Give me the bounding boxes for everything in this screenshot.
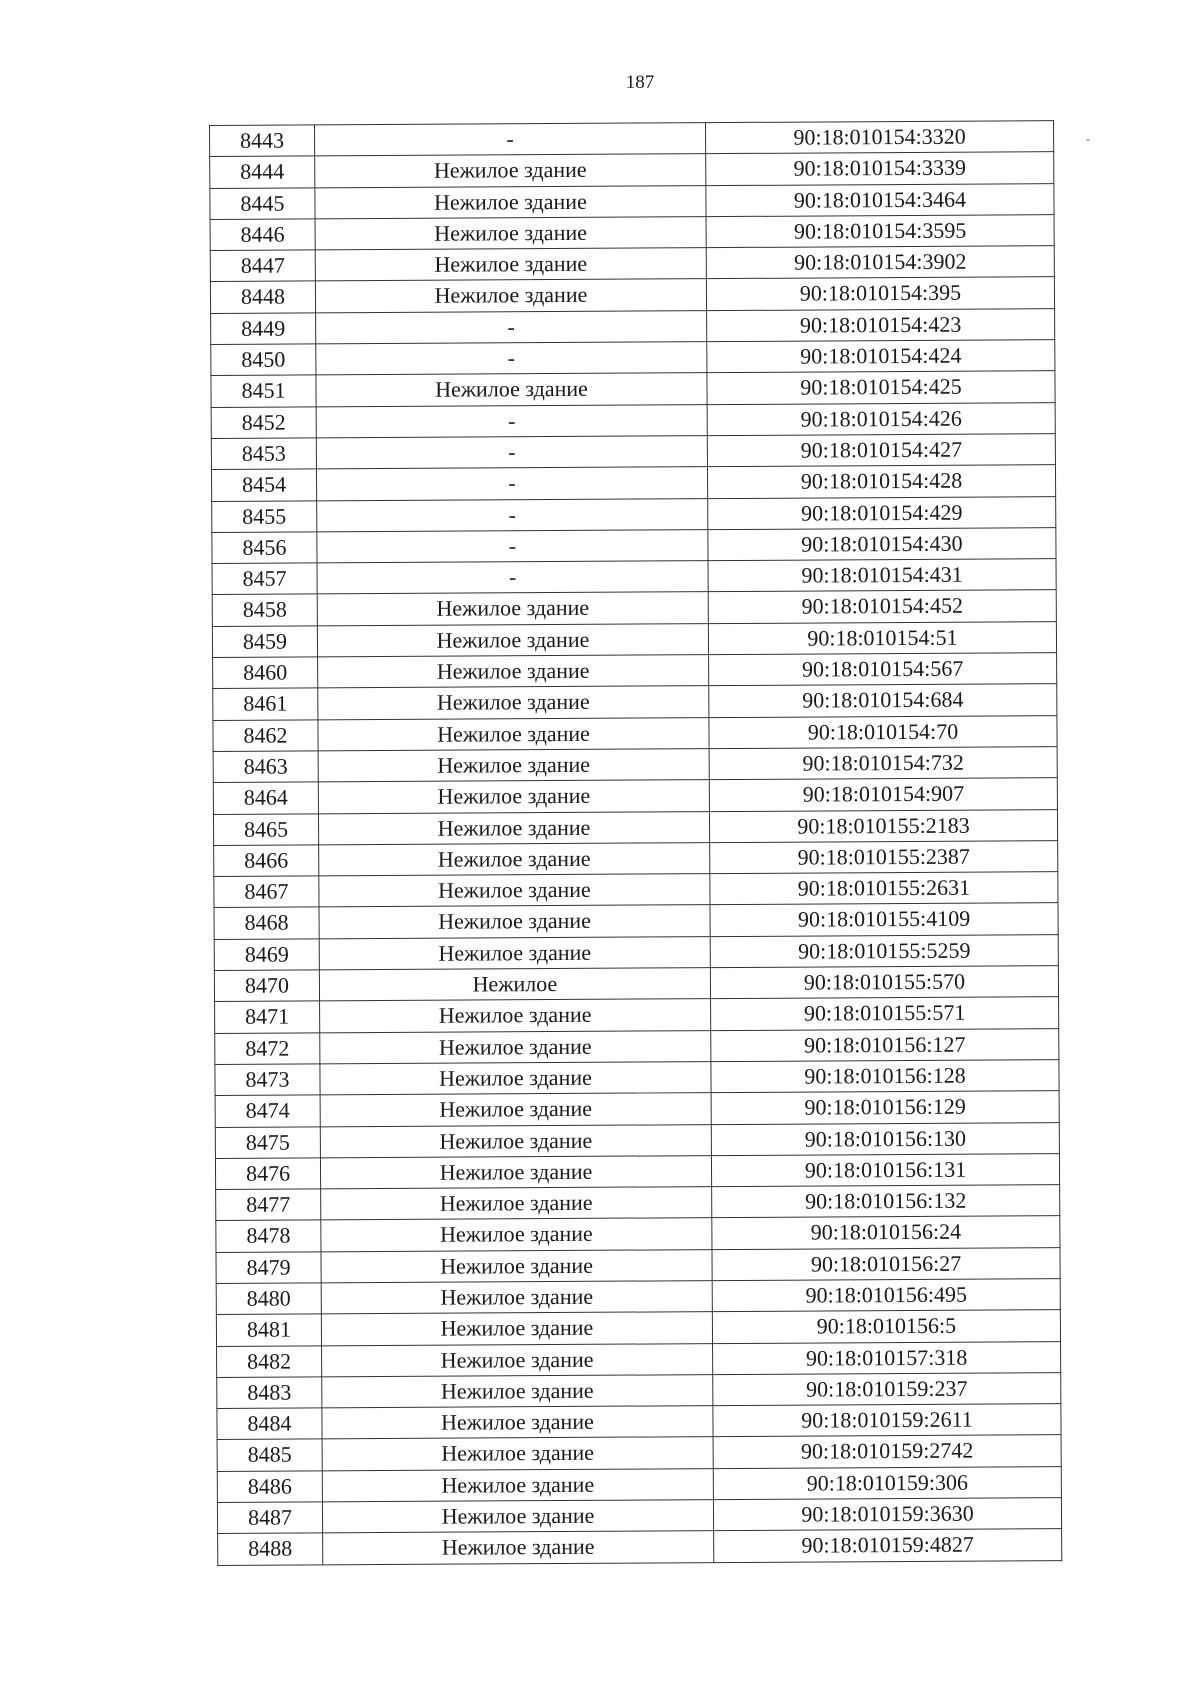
cadastral-number-cell: 90:18:010154:567 — [709, 653, 1057, 686]
cadastral-number-cell: 90:18:010157:318 — [713, 1341, 1061, 1374]
table-row — [217, 1341, 1061, 1377]
cadastral-number-cell: 90:18:010155:2631 — [710, 872, 1058, 905]
object-name-cell: Нежилое здание — [321, 1249, 712, 1283]
object-name-cell: Нежилое здание — [315, 248, 706, 282]
table-row — [211, 465, 1055, 501]
object-name-cell: - — [316, 467, 707, 501]
cadastral-number-cell: 90:18:010154:425 — [707, 371, 1055, 404]
row-number-cell: 8482 — [217, 1345, 322, 1377]
table-row — [210, 183, 1054, 219]
cadastral-number-cell: 90:18:010156:127 — [711, 1028, 1059, 1061]
row-number-cell: 8472 — [215, 1032, 320, 1064]
row-number-cell: 8467 — [214, 876, 319, 908]
cadastral-number-cell: 90:18:010154:684 — [709, 684, 1057, 717]
object-name-cell: Нежилое здание — [322, 1374, 713, 1408]
row-number-cell: 8479 — [216, 1252, 321, 1284]
object-name-cell: Нежилое здание — [322, 1500, 713, 1534]
table-row — [211, 340, 1055, 376]
cadastral-number-cell: 90:18:010159:2611 — [713, 1404, 1061, 1437]
row-number-cell: 8476 — [215, 1158, 320, 1190]
object-name-cell: Нежилое здание — [317, 623, 708, 657]
cadastral-number-cell: 90:18:010154:426 — [707, 402, 1055, 435]
cadastral-number-cell: 90:18:010159:4827 — [714, 1529, 1062, 1562]
cadastral-number-cell: 90:18:010155:2387 — [710, 840, 1058, 873]
row-number-cell: 8463 — [213, 751, 318, 783]
table-row — [210, 277, 1054, 313]
object-name-cell: Нежилое здание — [317, 592, 708, 626]
cadastral-number-cell: 90:18:010154:70 — [709, 715, 1057, 748]
row-number-cell: 8459 — [212, 626, 317, 658]
row-number-cell: 8470 — [214, 970, 319, 1002]
table-row — [215, 997, 1059, 1033]
cadastral-number-cell: 90:18:010155:4109 — [710, 903, 1058, 936]
object-name-cell: - — [316, 310, 707, 344]
table-row — [210, 152, 1054, 188]
cadastral-number-cell: 90:18:010154:3320 — [705, 121, 1053, 154]
row-number-cell: 8486 — [217, 1471, 322, 1503]
row-number-cell: 8465 — [213, 813, 318, 845]
object-name-cell: Нежилое здание — [320, 1124, 711, 1158]
object-name-cell: - — [316, 436, 707, 470]
object-name-cell: Нежилое здание — [321, 1312, 712, 1346]
table-row — [217, 1435, 1061, 1471]
table-row — [216, 1279, 1060, 1315]
table-row — [214, 934, 1058, 970]
object-name-cell: Нежилое здание — [320, 1062, 711, 1096]
row-number-cell: 8477 — [216, 1189, 321, 1221]
row-number-cell: 8474 — [215, 1095, 320, 1127]
row-number-cell: 8475 — [215, 1126, 320, 1158]
cadastral-number-cell: 90:18:010154:424 — [707, 340, 1055, 373]
table-row — [215, 1153, 1059, 1189]
object-name-cell: - — [317, 529, 708, 563]
object-name-cell: - — [316, 404, 707, 438]
table-row — [211, 402, 1055, 438]
table-row — [216, 1247, 1060, 1283]
row-number-cell: 8443 — [210, 125, 315, 157]
cadastral-number-cell: 90:18:010156:495 — [712, 1279, 1060, 1312]
cadastral-number-cell: 90:18:010159:2742 — [713, 1435, 1061, 1468]
object-name-cell: Нежилое здание — [322, 1406, 713, 1440]
table-row — [216, 1310, 1060, 1346]
cadastral-number-cell: 90:18:010154:3339 — [706, 152, 1054, 185]
scan-speck — [1086, 139, 1090, 141]
row-number-cell: 8456 — [212, 532, 317, 564]
object-name-cell: Нежилое здание — [321, 1187, 712, 1221]
table-row — [216, 1185, 1060, 1221]
row-number-cell: 8445 — [210, 187, 315, 219]
cadastral-number-cell: 90:18:010154:429 — [708, 496, 1056, 529]
table-row — [211, 308, 1055, 344]
object-name-cell: Нежилое здание — [318, 811, 709, 845]
object-name-cell: Нежилое здание — [320, 999, 711, 1033]
row-number-cell: 8457 — [212, 563, 317, 595]
table-row — [217, 1372, 1061, 1408]
table-row — [210, 121, 1054, 157]
table-row — [212, 559, 1056, 595]
row-number-cell: 8485 — [217, 1439, 322, 1471]
table-row — [218, 1529, 1062, 1565]
cadastral-number-cell: 90:18:010154:3902 — [706, 246, 1054, 279]
table-row — [214, 966, 1058, 1002]
cadastral-number-cell: 90:18:010154:51 — [708, 621, 1056, 654]
object-name-cell: Нежилое здание — [320, 1155, 711, 1189]
table-row — [215, 1060, 1059, 1096]
row-number-cell: 8462 — [213, 720, 318, 752]
object-name-cell: Нежилое здание — [322, 1437, 713, 1471]
object-name-cell: Нежилое здание — [319, 936, 710, 970]
cadastral-number-cell: 90:18:010154:430 — [708, 527, 1056, 560]
object-name-cell: Нежилое здание — [321, 1218, 712, 1252]
row-number-cell: 8458 — [212, 594, 317, 626]
row-number-cell: 8473 — [215, 1064, 320, 1096]
object-name-cell: Нежилое здание — [315, 217, 706, 251]
object-name-cell: Нежилое — [319, 968, 710, 1002]
table-row — [216, 1216, 1060, 1252]
table-row — [217, 1498, 1061, 1534]
cadastral-number-cell: 90:18:010156:128 — [711, 1060, 1059, 1093]
row-number-cell: 8455 — [212, 500, 317, 532]
row-number-cell: 8478 — [216, 1220, 321, 1252]
table-row — [212, 527, 1056, 563]
table-row — [214, 903, 1058, 939]
table-row — [210, 246, 1054, 282]
cadastral-number-cell: 90:18:010154:452 — [708, 590, 1056, 623]
cadastral-number-cell: 90:18:010156:131 — [711, 1153, 1059, 1186]
cadastral-number-cell: 90:18:010154:427 — [707, 434, 1055, 467]
table-row — [217, 1466, 1061, 1502]
cadastral-number-cell: 90:18:010156:5 — [712, 1310, 1060, 1343]
cadastral-number-cell: 90:18:010156:27 — [712, 1247, 1060, 1280]
object-name-cell: Нежилое здание — [320, 1093, 711, 1127]
object-name-cell: - — [317, 498, 708, 532]
cadastral-number-cell: 90:18:010154:428 — [707, 465, 1055, 498]
row-number-cell: 8480 — [216, 1283, 321, 1315]
cadastral-number-cell: 90:18:010154:732 — [709, 747, 1057, 780]
object-name-cell: Нежилое здание — [315, 185, 706, 219]
cadastral-number-cell: 90:18:010154:3595 — [706, 215, 1054, 248]
cadastral-number-cell: 90:18:010156:129 — [711, 1091, 1059, 1124]
object-name-cell: Нежилое здание — [322, 1343, 713, 1377]
row-number-cell: 8468 — [214, 907, 319, 939]
row-number-cell: 8453 — [211, 438, 316, 470]
table-row — [212, 590, 1056, 626]
table-row — [215, 1028, 1059, 1064]
table-row — [213, 809, 1057, 845]
object-name-cell: Нежилое здание — [318, 749, 709, 783]
object-name-cell: Нежилое здание — [319, 842, 710, 876]
table-row — [213, 747, 1057, 783]
table-row — [213, 653, 1057, 689]
row-number-cell: 8471 — [215, 1001, 320, 1033]
table-row — [215, 1091, 1059, 1127]
row-number-cell: 8466 — [214, 845, 319, 877]
object-name-cell: Нежилое здание — [316, 373, 707, 407]
row-number-cell: 8469 — [214, 939, 319, 971]
object-name-cell: - — [317, 561, 708, 595]
table-row — [211, 371, 1055, 407]
table-row — [213, 715, 1057, 751]
row-number-cell: 8452 — [211, 407, 316, 439]
row-number-cell: 8454 — [211, 469, 316, 501]
row-number-cell: 8484 — [217, 1408, 322, 1440]
object-name-cell: Нежилое здание — [321, 1281, 712, 1315]
object-name-cell: Нежилое здание — [323, 1531, 714, 1565]
cadastral-number-cell: 90:18:010154:423 — [707, 308, 1055, 341]
row-number-cell: 8451 — [211, 375, 316, 407]
cadastral-number-cell: 90:18:010159:237 — [713, 1372, 1061, 1405]
object-name-cell: - — [315, 123, 706, 157]
row-number-cell: 8444 — [210, 156, 315, 188]
cadastral-number-cell: 90:18:010154:395 — [706, 277, 1054, 310]
cadastral-number-cell: 90:18:010156:24 — [712, 1216, 1060, 1249]
table-row — [213, 778, 1057, 814]
table-row — [215, 1122, 1059, 1158]
cadastral-number-cell: 90:18:010154:3464 — [706, 183, 1054, 216]
object-name-cell: Нежилое здание — [319, 905, 710, 939]
table-row — [217, 1404, 1061, 1440]
cadastral-number-cell: 90:18:010155:5259 — [710, 934, 1058, 967]
page-number: 187 — [625, 72, 655, 93]
row-number-cell: 8481 — [216, 1314, 321, 1346]
cadastral-number-cell: 90:18:010159:3630 — [713, 1498, 1061, 1531]
table-row — [211, 434, 1055, 470]
object-name-cell: Нежилое здание — [320, 1030, 711, 1064]
cadastral-number-cell: 90:18:010156:130 — [711, 1122, 1059, 1155]
cadastral-number-cell: 90:18:010156:132 — [712, 1185, 1060, 1218]
row-number-cell: 8464 — [213, 782, 318, 814]
row-number-cell: 8447 — [210, 250, 315, 282]
object-name-cell: - — [316, 342, 707, 376]
object-name-cell: Нежилое здание — [315, 154, 706, 188]
row-number-cell: 8483 — [217, 1377, 322, 1409]
object-name-cell: Нежилое здание — [318, 655, 709, 689]
cadastral-number-cell: 90:18:010155:571 — [711, 997, 1059, 1030]
row-number-cell: 8460 — [213, 657, 318, 689]
table-row — [210, 215, 1054, 251]
cadastral-number-cell: 90:18:010159:306 — [713, 1466, 1061, 1499]
table-row — [213, 684, 1057, 720]
row-number-cell: 8488 — [218, 1533, 323, 1565]
cadastral-number-cell: 90:18:010155:570 — [710, 966, 1058, 999]
row-number-cell: 8449 — [211, 313, 316, 345]
object-name-cell: Нежилое здание — [322, 1468, 713, 1502]
row-number-cell: 8487 — [217, 1502, 322, 1534]
table-row — [212, 621, 1056, 657]
row-number-cell: 8450 — [211, 344, 316, 376]
object-name-cell: Нежилое здание — [318, 717, 709, 751]
object-name-cell: Нежилое здание — [319, 874, 710, 908]
registry-table — [209, 120, 1062, 1565]
table-row — [212, 496, 1056, 532]
cadastral-number-cell: 90:18:010155:2183 — [709, 809, 1057, 842]
object-name-cell: Нежилое здание — [318, 686, 709, 720]
row-number-cell: 8448 — [210, 281, 315, 313]
object-name-cell: Нежилое здание — [315, 279, 706, 313]
object-name-cell: Нежилое здание — [318, 780, 709, 814]
cadastral-number-cell: 90:18:010154:431 — [708, 559, 1056, 592]
row-number-cell: 8461 — [213, 688, 318, 720]
table-row — [214, 840, 1058, 876]
table-row — [214, 872, 1058, 908]
cadastral-number-cell: 90:18:010154:907 — [709, 778, 1057, 811]
registry-table-body — [210, 121, 1062, 1565]
row-number-cell: 8446 — [210, 219, 315, 251]
